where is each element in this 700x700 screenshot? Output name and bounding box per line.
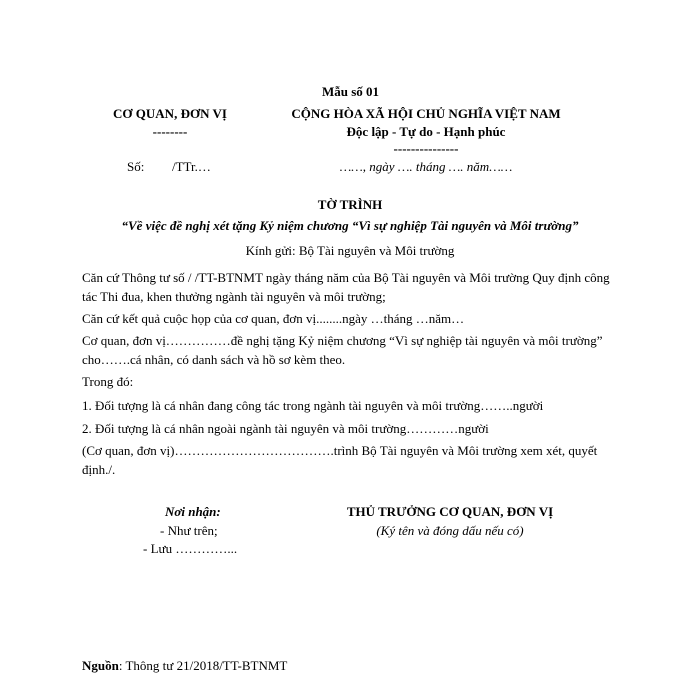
paragraph-proposal: Cơ quan, đơn vị……………đề nghị tặng Kỷ niệm chương “Vì sự nghiệp tài nguyên và môi trường” cho…….cá nhân, có danh sách và hồ sơ kèm theo. (82, 333, 603, 367)
nation-name: CỘNG HÒA XÃ HỘI CHỦ NGHĨA VIỆT NAM (291, 106, 561, 121)
paragraph-item-1: 1. Đối tượng là cá nhân đang công tác trong ngành tài nguyên và môi trường……..người (82, 398, 544, 413)
org-divider: -------- (152, 124, 188, 139)
source-line (82, 658, 287, 674)
recipient-item-1: - Như trên; (160, 523, 218, 538)
paragraph-submission: (Cơ quan, đơn vị)……………………………….trình Bộ Tài nguyên và Môi trường xem xét, quyết định./. (82, 443, 598, 477)
document-subject: “Về việc đề nghị xét tặng Kỷ niệm chương “Vì sự nghiệp Tài nguyên và Môi trường” (121, 218, 579, 233)
signature-note: (Ký tên và đóng dấu nếu có) (376, 523, 524, 538)
doc-number-value: /TTr.… (172, 159, 211, 174)
paragraph-meeting-result: Căn cứ kết quả cuộc họp của cơ quan, đơn vị........ngày …tháng …năm… (82, 311, 465, 326)
recipient-line: Kính gửi: Bộ Tài nguyên và Môi trường (245, 243, 455, 258)
recipients-label: Nơi nhận: (165, 504, 221, 519)
date-line: ……, ngày …. tháng …. năm…… (339, 159, 513, 174)
source-label: Nguồn (82, 658, 119, 673)
document-title: TỜ TRÌNH (317, 197, 383, 212)
doc-number-label: Số: (127, 159, 145, 174)
paragraph-breakdown-intro: Trong đó: (82, 374, 134, 389)
org-name: CƠ QUAN, ĐƠN VỊ (113, 106, 227, 121)
paragraph-item-2: 2. Đối tượng là cá nhân ngoài ngành tài nguyên và môi trường…………người (82, 421, 489, 436)
signature-title: THỦ TRƯỞNG CƠ QUAN, ĐƠN VỊ (346, 504, 554, 519)
source-text: : Thông tư 21/2018/TT-BTNMT (118, 658, 288, 673)
nation-divider: --------------- (393, 141, 459, 156)
nation-motto: Độc lập - Tự do - Hạnh phúc (346, 124, 506, 139)
recipient-item-2: - Lưu …………... (143, 541, 238, 556)
form-number: Mẫu số 01 (322, 84, 380, 99)
paragraph-legal-basis: Căn cứ Thông tư số / /TT-BTNMT ngày tháng năm của Bộ Tài nguyên và Môi trường Quy định công tác Thi đua, khen thưởng ngành tài nguyên và môi trường; (82, 270, 610, 304)
